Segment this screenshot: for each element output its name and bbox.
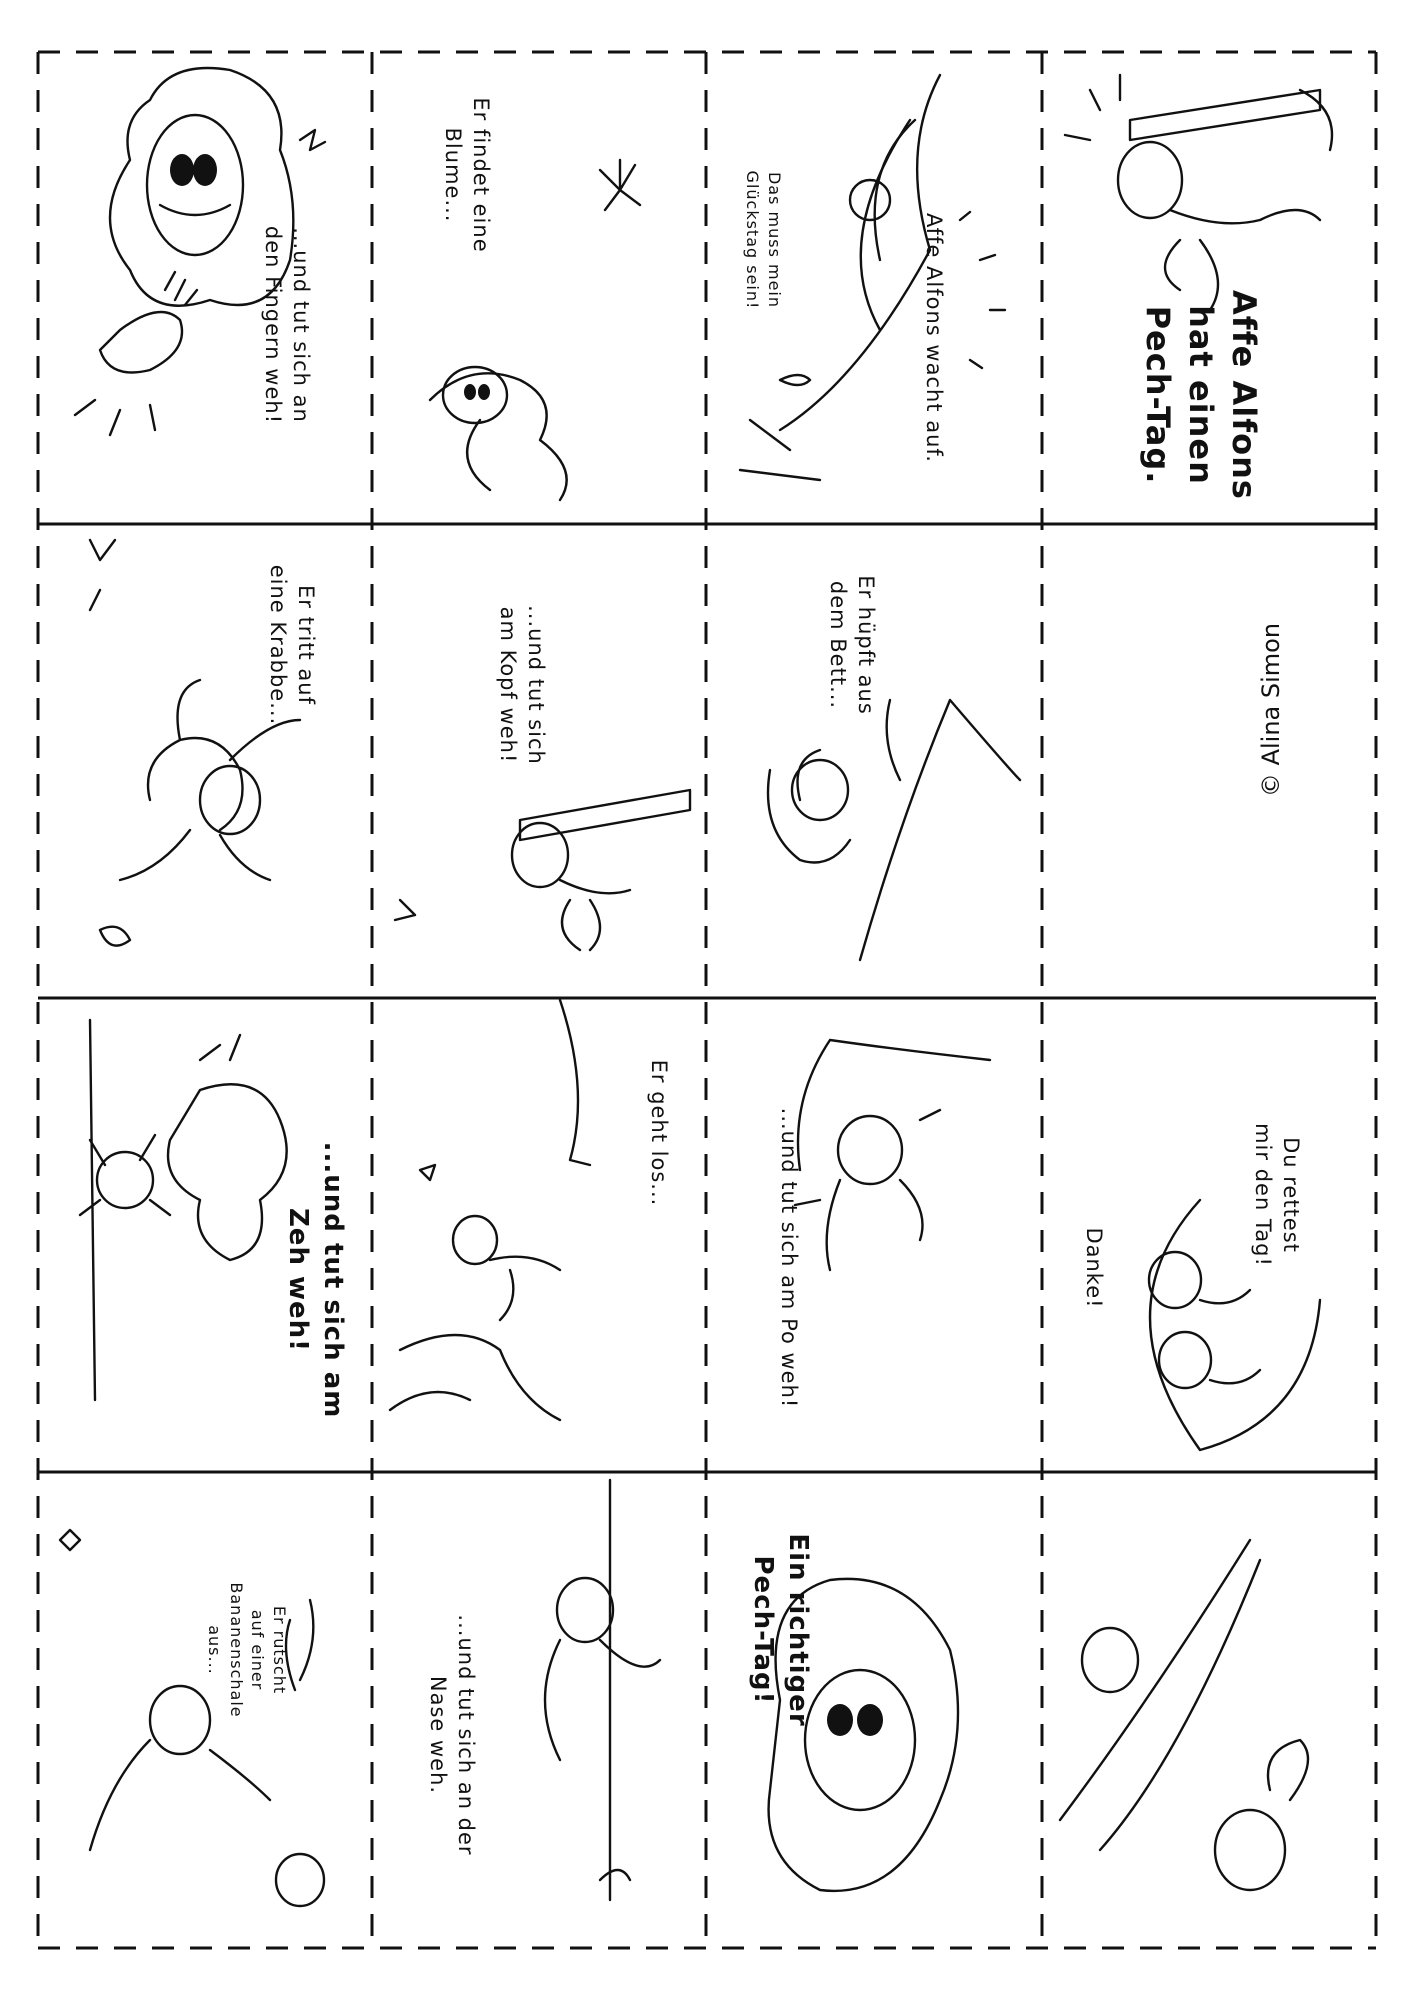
text-bottom-hurt: ...und tut sich am Po weh! [777, 1107, 801, 1409]
booklet-title: Affe Alfons hat einen Pech-Tag. [1138, 290, 1263, 500]
text-nose-hurt: ...und tut sich an der Nase weh. [425, 1614, 478, 1856]
text-toe-hurt: ...und tut sich am Zeh weh! [282, 1141, 348, 1419]
copyright-text: © Alina Simon [1257, 622, 1285, 798]
monkey-swing-illustration [1060, 1540, 1308, 1890]
text-thanks: Danke! [1082, 1227, 1106, 1309]
text-you-save-my-day: Du rettest mir den Tag! [1250, 1123, 1303, 1267]
text-goes-out: Er geht los... [647, 1059, 671, 1207]
monkey-walking-illustration [390, 1000, 590, 1420]
text-find-flower: Er findet eine Blume... [440, 97, 493, 253]
text-real-bad-luck-day: Ein richtiger Pech-Tag! [747, 1533, 813, 1727]
text-finger-hurt: ...und tut sich an den Fingern weh! [260, 225, 313, 425]
text-head-hurt: ...und tut sich am Kopf weh! [495, 605, 548, 765]
text-hops-out-of-bed: Er hüpft aus dem Bett... [825, 575, 878, 715]
monkey-bed-frame-illustration [395, 790, 690, 950]
text-lucky-day-thought: Das muss mein Glückstag sein! [743, 170, 784, 310]
text-steps-on-crab: Er tritt auf eine Krabbe... [265, 564, 318, 726]
text-monkey-wakes: Affe Alfons wacht auf. [922, 213, 946, 463]
monkey-trips-illustration [545, 1480, 660, 1900]
crab-toe-illustration [80, 1020, 287, 1400]
monkey-falls-branch-illustration [795, 1040, 990, 1270]
text-slips-on-banana: Er rutscht auf einer Bananenschale aus... [205, 1582, 289, 1718]
monkey-hops-bed-illustration [768, 700, 1020, 960]
